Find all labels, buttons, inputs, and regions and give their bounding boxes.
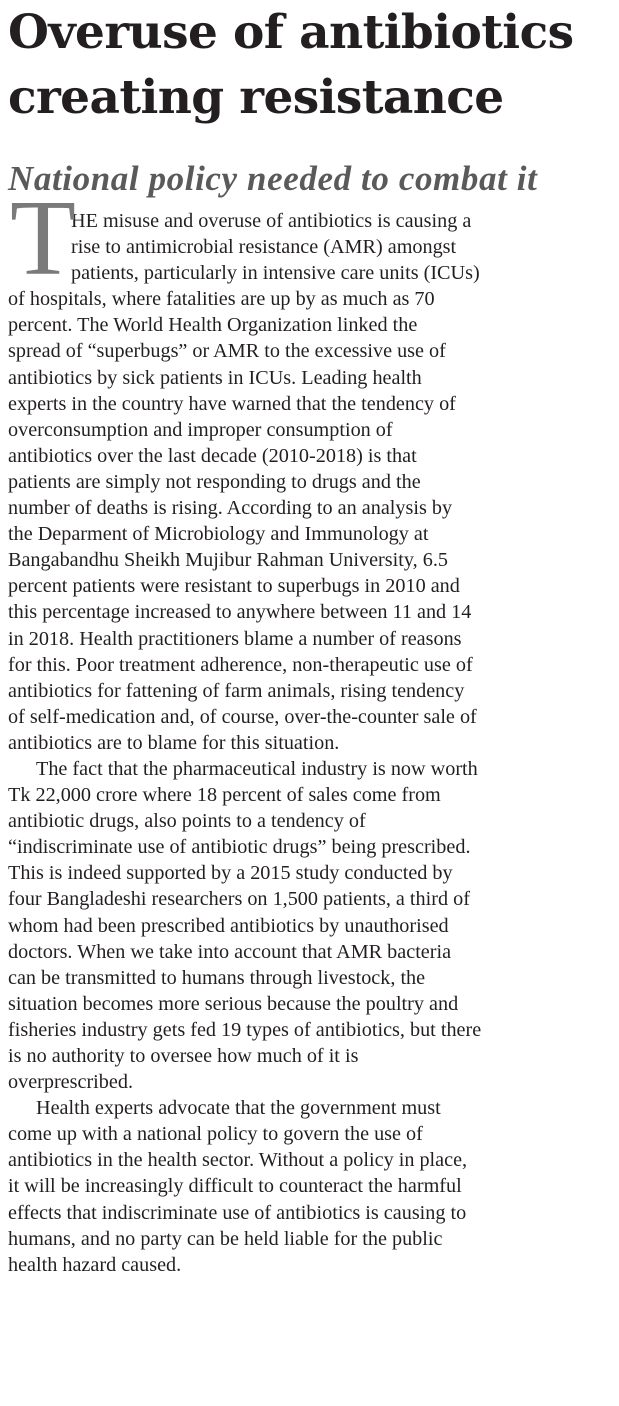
text-line: this percentage increased to anywhere between 11 and 14: [8, 601, 472, 624]
drop-cap-box: [8, 179, 76, 298]
article-body: [8, 179, 612, 1278]
paragraph-3: [8, 1095, 612, 1278]
text-line: whom had been prescribed antibiotics by unauthorised: [8, 914, 449, 937]
text-line: four Bangladeshi researchers on 1,500 patients, a third of: [8, 888, 470, 911]
text-line: health hazard caused.: [8, 1253, 182, 1276]
text-line: overconsumption and improper consumption of: [8, 418, 393, 441]
text-line: the Deparment of Microbiology and Immunology at: [8, 523, 429, 546]
text-line: percent patients were resistant to superbugs in 2010 and: [8, 575, 460, 598]
text-line: of hospitals, where fatalities are up by as much as 70: [8, 288, 435, 311]
text-line: “indiscriminate use of antibiotic drugs” being prescribed.: [8, 836, 471, 859]
paragraph-2: [8, 756, 612, 1095]
text-line: fisheries industry gets fed 19 types of antibiotics, but there: [8, 1018, 482, 1041]
text-line: patients are simply not responding to drugs and the: [8, 470, 421, 493]
drop-cap: T: [10, 179, 76, 298]
text-line: number of deaths is rising. According to an analysis by: [8, 497, 453, 520]
text-line: antibiotic drugs, also points to a tendency of: [8, 810, 366, 833]
text-line: doctors. When we take into account that AMR bacteria: [8, 940, 452, 963]
text-line: Health experts advocate that the government must: [36, 1097, 441, 1120]
text-line: This is indeed supported by a 2015 study conducted by: [8, 862, 453, 885]
text-line: come up with a national policy to govern the use of: [8, 1123, 423, 1146]
text-line: situation becomes more serious because the poultry and: [8, 992, 459, 1015]
text-line: percent. The World Health Organization linked the: [8, 314, 418, 337]
headline-line: Overuse of antibiotics: [8, 5, 574, 60]
text-line: of self-medication and, of course, over-the-counter sale of: [8, 705, 477, 728]
text-line: for this. Poor treatment adherence, non-therapeutic use of: [8, 653, 473, 676]
text-line: antibiotics are to blame for this situation.: [8, 731, 340, 754]
text-line: is no authority to oversee how much of it is: [8, 1045, 359, 1067]
text-line: antibiotics by sick patients in ICUs. Leading health: [8, 366, 422, 389]
text-line: spread of “superbugs” or AMR to the excessive use of: [8, 340, 446, 363]
text-line: antibiotics for fattening of farm animals, rising tendency: [8, 679, 465, 702]
text-line: can be transmitted to humans through livestock, the: [8, 966, 426, 989]
text-line: it will be increasingly difficult to counteract the harmful: [8, 1175, 462, 1198]
text-line: patients, particularly in intensive care units (ICUs): [71, 262, 480, 285]
text-line: HE misuse and overuse of antibiotics is causing a: [71, 210, 472, 232]
paragraph-1: [8, 208, 612, 756]
text-line: The fact that the pharmaceutical industry is now worth: [36, 757, 478, 780]
text-line: antibiotics in the health sector. Without a policy in place,: [8, 1149, 468, 1172]
text-line: rise to antimicrobial resistance (AMR) amongst: [71, 236, 457, 259]
text-line: antibiotics over the last decade (2010-2018) is that: [8, 444, 417, 467]
headline-line: creating resistance: [8, 70, 504, 125]
text-line: Tk 22,000 crore where 18 percent of sales come from: [8, 784, 441, 807]
text-line: Bangabandhu Sheikh Mujibur Rahman University, 6.5: [8, 549, 448, 572]
subheadline: National policy needed to combat it: [8, 159, 538, 198]
text-line: overprescribed.: [8, 1071, 133, 1094]
text-line: in 2018. Health practitioners blame a number of reasons: [8, 627, 462, 650]
text-line: humans, and no party can be held liable for the public: [8, 1227, 443, 1250]
text-line: effects that indiscriminate use of antibiotics is causing to: [8, 1201, 467, 1224]
headline: [8, 0, 612, 130]
text-line: experts in the country have warned that the tendency of: [8, 392, 456, 415]
